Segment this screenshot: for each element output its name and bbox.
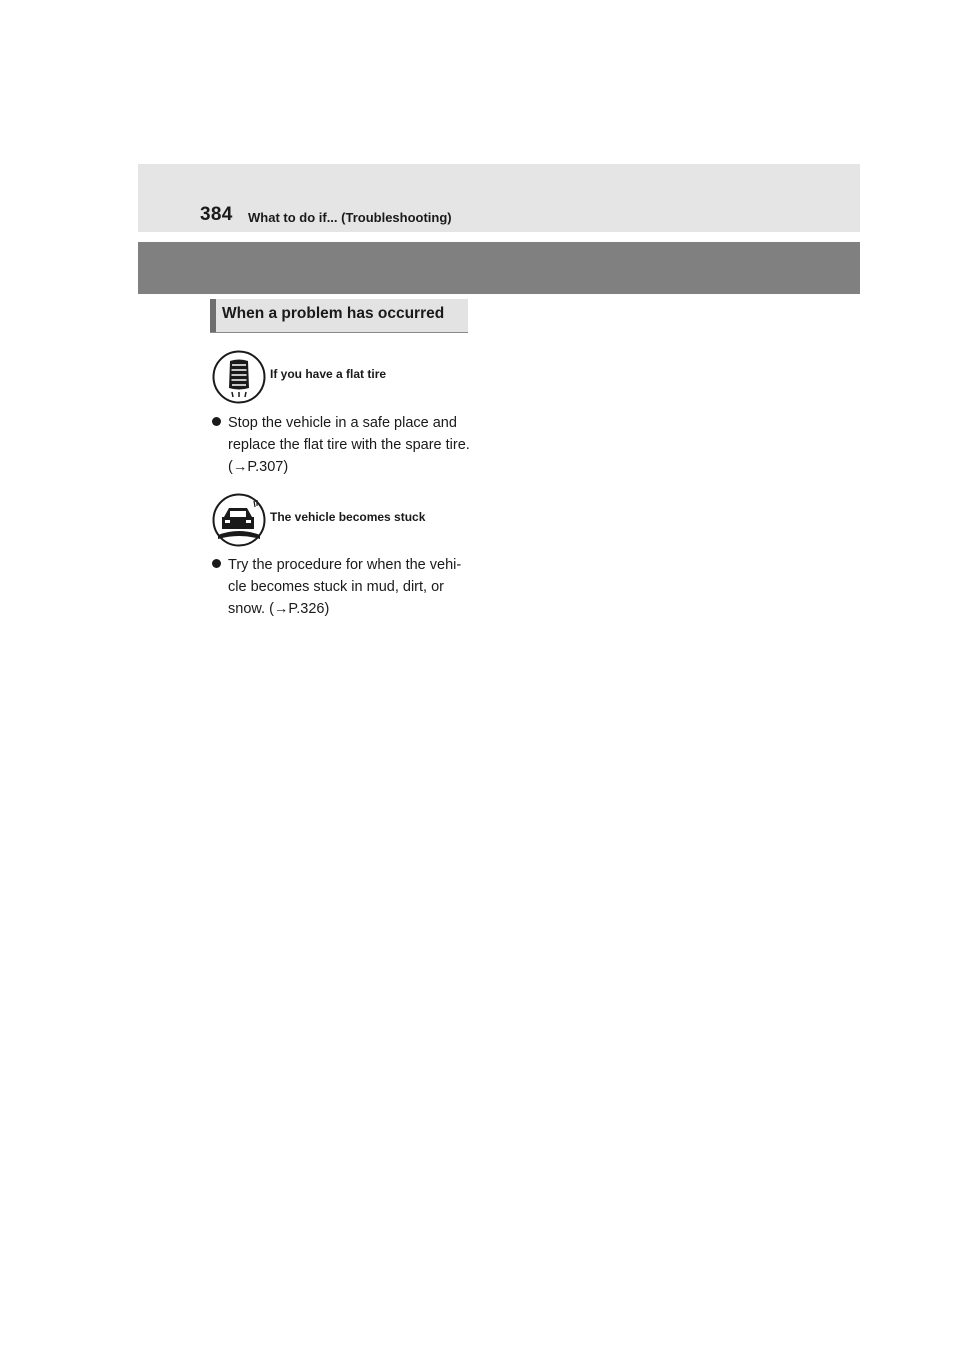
vehicle-stuck-instruction (212, 554, 472, 620)
flat-tire-title: If you have a flat tire (270, 367, 387, 381)
heading-accent-bar (210, 299, 216, 332)
section-band (138, 242, 860, 294)
flat-tire-instruction-text: Stop the vehicle in a safe place and replace the flat tire with the spare tire. (→P.307) (228, 415, 470, 475)
vehicle-stuck-icon (212, 493, 266, 547)
section-heading-text: When a problem has occurred (222, 305, 445, 322)
flat-tire-instruction (212, 412, 472, 478)
bullet-dot (212, 559, 221, 568)
page-number: 384 (200, 204, 233, 225)
chapter-title: What to do if... (Troubleshooting) (248, 210, 452, 225)
vehicle-stuck-title: The vehicle becomes stuck (270, 510, 426, 524)
section-heading (210, 299, 468, 333)
page-header (138, 164, 860, 232)
bullet-dot (212, 417, 221, 426)
flat-tire-icon (212, 350, 266, 404)
vehicle-stuck-instruction-text: Try the procedure for when the vehi-cle becomes stuck in mud, dirt, or snow. (→P.326) (228, 557, 462, 617)
